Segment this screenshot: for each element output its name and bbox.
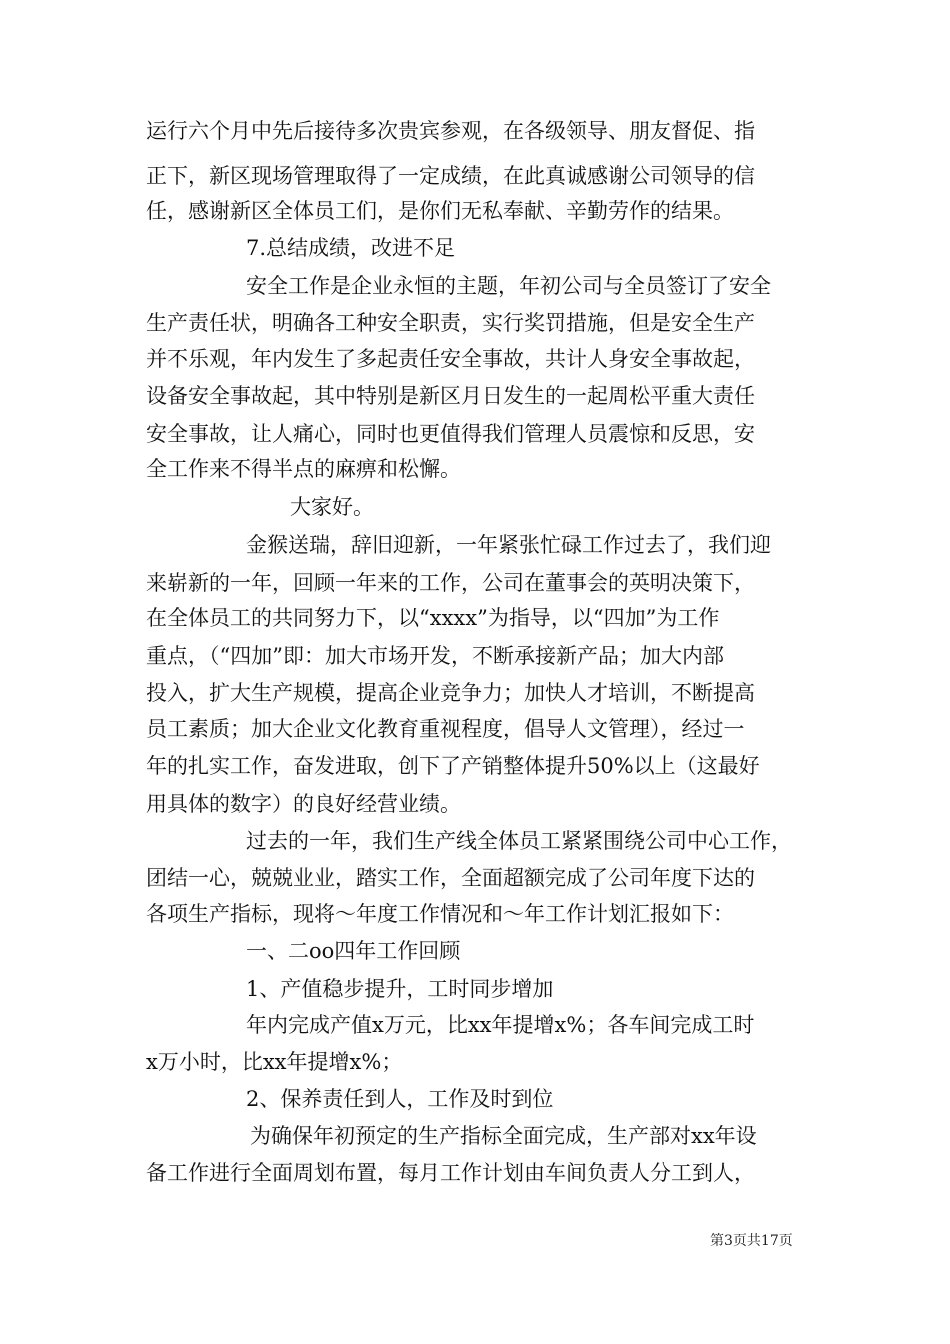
- body-line-6: 生产责任状，明确各工种安全职责，实行奖罚措施，但是安全生产: [146, 311, 755, 335]
- body-line-16: 投入，扩大生产规模，提高企业竞争力；加快人才培训，不断提高: [146, 681, 755, 705]
- body-line-20: 过去的一年，我们生产线全体员工紧紧围绕公司中心工作，: [246, 829, 792, 853]
- body-line-3: 任，感谢新区全体员工们，是你们无私奉献、辛勤劳作的结果。: [146, 199, 734, 223]
- body-line-7: 并不乐观，年内发生了多起责任安全事故，共计人身安全事故起，: [146, 347, 755, 371]
- body-line-22: 各项生产指标，现将～年度工作情况和～年工作计划汇报如下：: [146, 902, 734, 926]
- body-line-9: 安全事故，让人痛心，同时也更值得我们管理人员震惊和反思，安: [146, 422, 755, 446]
- body-line-12: 金猴送瑞，辞旧迎新，一年紧张忙碌工作过去了，我们迎: [246, 533, 771, 557]
- body-line-25: 年内完成产值x万元，比xx年提增x%；各车间完成工时: [246, 1013, 755, 1037]
- body-line-8: 设备安全事故起，其中特别是新区月日发生的一起周松平重大责任: [146, 384, 755, 408]
- greeting-line: 大家好。: [290, 495, 374, 519]
- body-line-29: 备工作进行全面周划布置，每月工作计划由车间负责人分工到人，: [146, 1161, 755, 1185]
- body-line-26: x万小时，比xx年提增x%；: [146, 1050, 403, 1074]
- body-line-13: 来崭新的一年，回顾一年来的工作，公司在董事会的英明决策下，: [146, 571, 755, 595]
- body-line-5: 安全工作是企业永恒的主题，年初公司与全员签订了安全: [246, 274, 771, 298]
- body-line-10: 全工作来不得半点的麻痹和松懈。: [146, 457, 461, 481]
- section-heading-1: 一、二oo四年工作回顾: [246, 939, 461, 963]
- subsection-heading-2: 2、保养责任到人，工作及时到位: [246, 1087, 554, 1111]
- page-number-footer: 第3页共17页: [710, 1233, 793, 1249]
- body-line-28: 为确保年初预定的生产指标全面完成，生产部对xx年设: [250, 1124, 757, 1148]
- section-heading-7: 7.总结成绩，改进不足: [246, 236, 456, 260]
- body-line-14: 在全体员工的共同努力下，以“xxxx”为指导，以“四加”为工作: [146, 606, 720, 630]
- body-line-1: 运行六个月中先后接待多次贵宾参观，在各级领导、朋友督促、指: [146, 119, 755, 143]
- body-line-17: 员工素质；加大企业文化教育重视程度，倡导人文管理），经过一: [146, 717, 745, 741]
- body-line-18: 年的扎实工作，奋发进取，创下了产销整体提升50%以上（这最好: [146, 754, 760, 778]
- body-line-15: 重点，（“四加”即：加大市场开发，不断承接新产品；加大内部: [146, 644, 724, 668]
- body-line-19: 用具体的数字）的良好经营业绩。: [146, 792, 461, 816]
- subsection-heading-1: 1、产值稳步提升，工时同步增加: [246, 977, 554, 1001]
- body-line-2: 正下，新区现场管理取得了一定成绩，在此真诚感谢公司领导的信: [146, 164, 755, 188]
- body-line-21: 团结一心，兢兢业业，踏实工作，全面超额完成了公司年度下达的: [146, 866, 755, 890]
